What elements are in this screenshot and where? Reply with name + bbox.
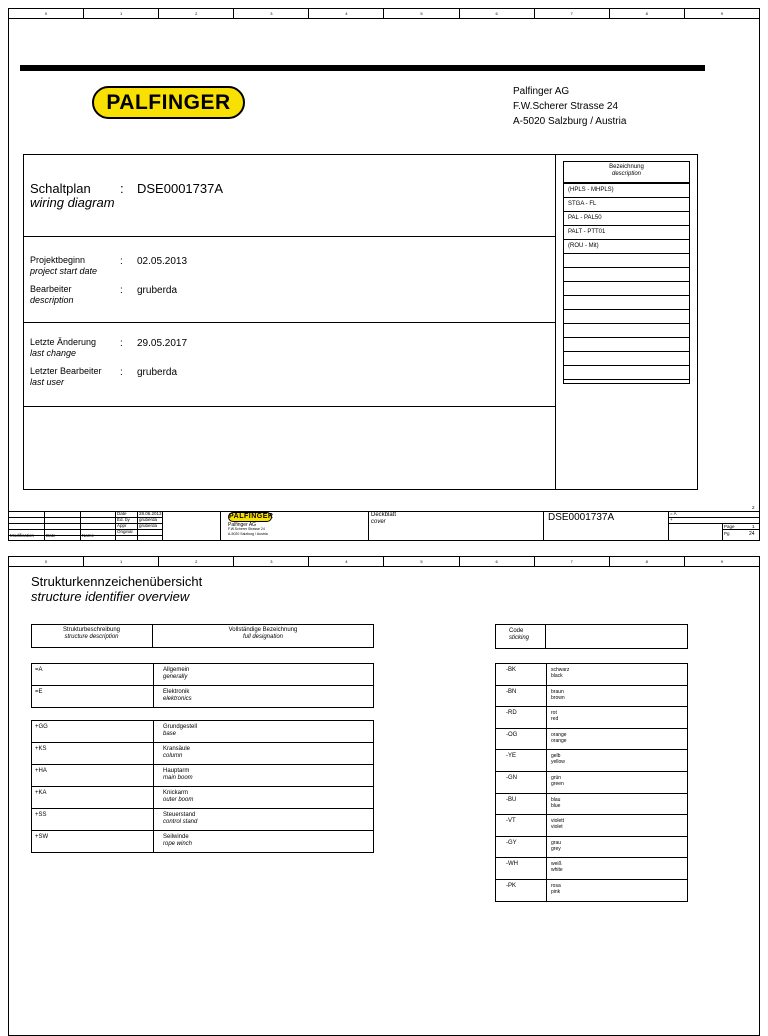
tb-deckblatt: Deckblatt [371, 512, 397, 518]
description-row [564, 296, 689, 310]
titleblock-divider [368, 511, 369, 541]
titleblock-divider [220, 511, 221, 541]
row-de: Allgemein [163, 667, 190, 673]
color-code: -BU [506, 796, 517, 803]
table-row [496, 837, 687, 859]
ruler-number: 1 [84, 9, 159, 18]
row-de: Steuerstand [163, 812, 196, 818]
ruler-number: 8 [610, 9, 685, 18]
editor-value: gruberda [137, 285, 178, 296]
tb-ed-label: Ed. by [117, 517, 130, 522]
description-row [564, 380, 689, 384]
field-label-de: Letzte Änderung [30, 337, 97, 347]
description-row: PALT - PTT01 [564, 226, 689, 240]
titleblock-rule [668, 517, 760, 518]
titleblock-divider [80, 511, 81, 541]
row-code: +GG [35, 724, 48, 730]
field-last-change [30, 337, 96, 359]
color-code: -YE [506, 753, 517, 760]
code-label-de: Code [509, 628, 524, 634]
header-mid-de: Vollständige Bezeichnung [228, 627, 298, 633]
color-code: -BK [506, 667, 517, 673]
ruler-number: 2 [159, 557, 234, 566]
row-code: +KA [35, 790, 47, 796]
color-en: blue [551, 802, 561, 809]
description-header-en: description [611, 171, 641, 177]
ruler-number: 6 [460, 9, 535, 18]
ruler-number: 6 [460, 557, 535, 566]
field-colon: : [120, 256, 123, 267]
titleblock-rule [668, 523, 760, 524]
row-code: =E [35, 689, 43, 695]
description-table [563, 183, 690, 384]
row-de: Knickarm [163, 790, 189, 796]
location-table [31, 720, 374, 853]
titleblock-divider [137, 511, 138, 541]
color-de: blau [551, 796, 561, 803]
row-de: Kransäule [163, 746, 191, 752]
ruler-number: 4 [309, 557, 384, 566]
cover-rule [23, 406, 555, 407]
table-row [32, 765, 373, 787]
titleblock-divider [722, 523, 723, 541]
tb-plus: + [670, 517, 673, 522]
row-de: Grundgestell [163, 724, 198, 730]
palfinger-logo-small: PALFINGER [229, 513, 274, 520]
table-row [496, 750, 687, 772]
table-row [496, 794, 687, 816]
row-en: base [163, 731, 177, 737]
ruler-number: 0 [9, 9, 84, 18]
titleblock-divider [668, 511, 669, 541]
header-mid-en: full designation [242, 634, 284, 640]
field-colon: : [120, 285, 123, 296]
ruler-number: 2 [159, 9, 234, 18]
tb-original-label: Original [117, 529, 133, 534]
cover-rule [23, 322, 555, 323]
description-row [564, 352, 689, 366]
row-de: Elektronik [163, 689, 190, 695]
color-de: grün [551, 774, 562, 781]
header-left-de: Strukturbeschreibung [62, 627, 121, 633]
ruler-number: 4 [309, 9, 384, 18]
ruler-number: 7 [535, 557, 610, 566]
field-label-en: project start date [30, 266, 98, 276]
titleblock-divider [44, 511, 45, 541]
row-de: Seilwinde [163, 834, 189, 840]
ruler-number: 5 [384, 557, 459, 566]
header-rule [20, 65, 705, 71]
description-row [564, 282, 689, 296]
tb-date-label: Date [117, 511, 127, 516]
color-en: black [551, 673, 563, 679]
color-de: schwarz [551, 667, 570, 673]
description-row: PAL - PAL50 [564, 212, 689, 226]
header-left-en: structure description [64, 634, 119, 640]
color-en: brown [551, 694, 565, 701]
palfinger-logo: PALFINGER [92, 86, 245, 119]
ruler-number: 3 [234, 9, 309, 18]
row-de: Hauptarm [163, 768, 190, 774]
color-code: -WH [506, 861, 518, 868]
company-city: A-5020 Salzburg / Austria [513, 116, 627, 127]
tb-appr-value: gruberda [139, 523, 158, 528]
titleblock-divider [162, 511, 163, 541]
column-ruler [9, 9, 759, 19]
code-label-en: sticking [509, 635, 530, 641]
ruler-number: 9 [720, 559, 723, 564]
ruler-number: 5 [384, 9, 459, 18]
row-en: generally [163, 674, 188, 680]
tb-page-label: Page [724, 524, 735, 529]
table-row [496, 729, 687, 751]
field-last-user [30, 366, 102, 388]
table-row [496, 815, 687, 837]
color-code: -GN [506, 774, 517, 781]
table-row [496, 664, 687, 686]
color-en: violet [551, 824, 563, 831]
color-en: red [551, 716, 559, 723]
field-label-en: last user [30, 377, 65, 387]
description-header [563, 161, 690, 183]
last-change-value: 29.05.2017 [137, 338, 188, 349]
table-row [496, 772, 687, 794]
description-row [564, 338, 689, 352]
ruler-number: 7 [535, 9, 610, 18]
row-code: +SS [35, 812, 47, 818]
column-ruler [9, 557, 759, 567]
field-editor [30, 284, 74, 306]
ruler-number: 3 [234, 557, 309, 566]
corner-number: 2 [752, 505, 755, 510]
tb-pg-value: 24 [749, 531, 755, 537]
table-row [32, 743, 373, 765]
color-code-table [495, 663, 688, 902]
tb-city: A-5020 Salzburg / Austria [228, 532, 268, 536]
description-row: (HPLS - MHPLS) [564, 184, 689, 198]
color-code: -VT [506, 818, 516, 825]
field-label-en: description [30, 295, 74, 305]
description-row: STGA - FL [564, 198, 689, 212]
color-en: green [551, 780, 564, 787]
description-row [564, 324, 689, 338]
color-de: orange [551, 731, 567, 738]
color-code: -BN [506, 688, 517, 695]
color-de: weiß [551, 861, 562, 868]
row-en: main boom [163, 775, 193, 781]
description-row [564, 268, 689, 282]
description-row [564, 366, 689, 380]
color-de: violett [551, 818, 565, 825]
tb-pg-label: Pg [724, 531, 730, 536]
project-start-value: 02.05.2013 [137, 256, 188, 267]
drawing-number: DSE0001737A [137, 181, 224, 196]
field-colon: : [120, 367, 123, 378]
field-label-de: Bearbeiter [30, 284, 72, 294]
ruler-number: 9 [720, 11, 723, 16]
table-row [32, 721, 373, 743]
company-street: F.W.Scherer Strasse 24 [513, 101, 619, 112]
table-row [496, 880, 687, 902]
color-en: yellow [551, 759, 565, 766]
table-row [496, 707, 687, 729]
tb-drawing-number: DSE0001737A [548, 512, 615, 523]
row-code: +SW [35, 834, 49, 840]
color-en: white [551, 867, 563, 874]
description-row: (ROU - Mit) [564, 240, 689, 254]
field-label-de: Projektbeginn [30, 255, 86, 265]
tb-name-col: Name [82, 533, 95, 538]
field-project-start [30, 255, 97, 277]
titleblock-divider [115, 511, 116, 541]
titleblock-rule [8, 529, 162, 530]
color-code: -GY [506, 839, 517, 846]
description-header-de: Bezeichnung [609, 164, 644, 170]
color-en: pink [551, 888, 561, 895]
tb-street: F.W.Scherer Strasse 24 [228, 527, 265, 531]
color-de: rot [551, 710, 557, 717]
field-label-de: Letzter Bearbeiter [30, 366, 102, 376]
color-de: rosa [551, 882, 561, 889]
description-row [564, 310, 689, 324]
header-structure-description [31, 627, 152, 641]
color-en: orange [551, 737, 567, 744]
row-en: outer boom [163, 797, 194, 803]
row-en: rope winch [163, 841, 193, 847]
table-row [32, 809, 373, 831]
company-address [513, 84, 626, 129]
color-en: grey [551, 845, 561, 852]
ruler-number: 0 [9, 557, 84, 566]
table-row [496, 686, 687, 708]
wiring-diagram-label: wiring diagram [30, 195, 115, 210]
last-user-value: gruberda [137, 367, 178, 378]
titleblock-divider [543, 511, 544, 541]
structure-title-de: Strukturkennzeichenübersicht [31, 574, 203, 589]
code-header-divider [545, 624, 546, 649]
tb-date-value: 28.06.2013 [139, 511, 162, 516]
description-row [564, 254, 689, 268]
tb-ed-value: gruberda [139, 517, 158, 522]
row-en: elektronics [163, 696, 192, 702]
field-label-en: last change [30, 348, 77, 358]
color-de: braun [551, 688, 564, 695]
tb-page-value: 1 [752, 524, 755, 529]
general-table [31, 663, 374, 708]
table-row [32, 787, 373, 809]
tb-cover: cover [371, 519, 386, 525]
cover-divider [555, 154, 556, 490]
tb-company: Palfinger AG [228, 522, 257, 528]
table-row [32, 664, 373, 686]
color-de: grau [551, 839, 562, 846]
color-de: gelb [551, 753, 561, 760]
ruler-number: 1 [84, 557, 159, 566]
color-code: -PK [506, 882, 517, 889]
row-code: =A [35, 667, 43, 673]
row-en: column [163, 753, 183, 759]
table-row [32, 831, 373, 853]
tb-modification: Modification [10, 533, 35, 538]
color-code: -OG [506, 731, 518, 738]
field-colon: : [120, 338, 123, 349]
company-name: Palfinger AG [513, 86, 570, 97]
row-code: +KS [35, 746, 47, 752]
tb-appr-label: Appr [117, 523, 127, 528]
table-row [32, 686, 373, 708]
code-header-text [509, 628, 529, 642]
schaltplan-colon: : [120, 181, 124, 196]
schaltplan-label: Schaltplan [30, 181, 91, 196]
row-code: +HA [35, 768, 47, 774]
row-en: control stand [163, 819, 198, 825]
tb-eq-a: = A [670, 511, 677, 516]
structure-title-en: structure identifier overview [31, 589, 190, 604]
ruler-number: 8 [610, 557, 685, 566]
tb-date-col: Date [46, 533, 56, 538]
color-code: -RD [506, 710, 517, 717]
header-full-designation [152, 627, 374, 641]
table-row [496, 858, 687, 880]
cover-rule [23, 236, 555, 237]
